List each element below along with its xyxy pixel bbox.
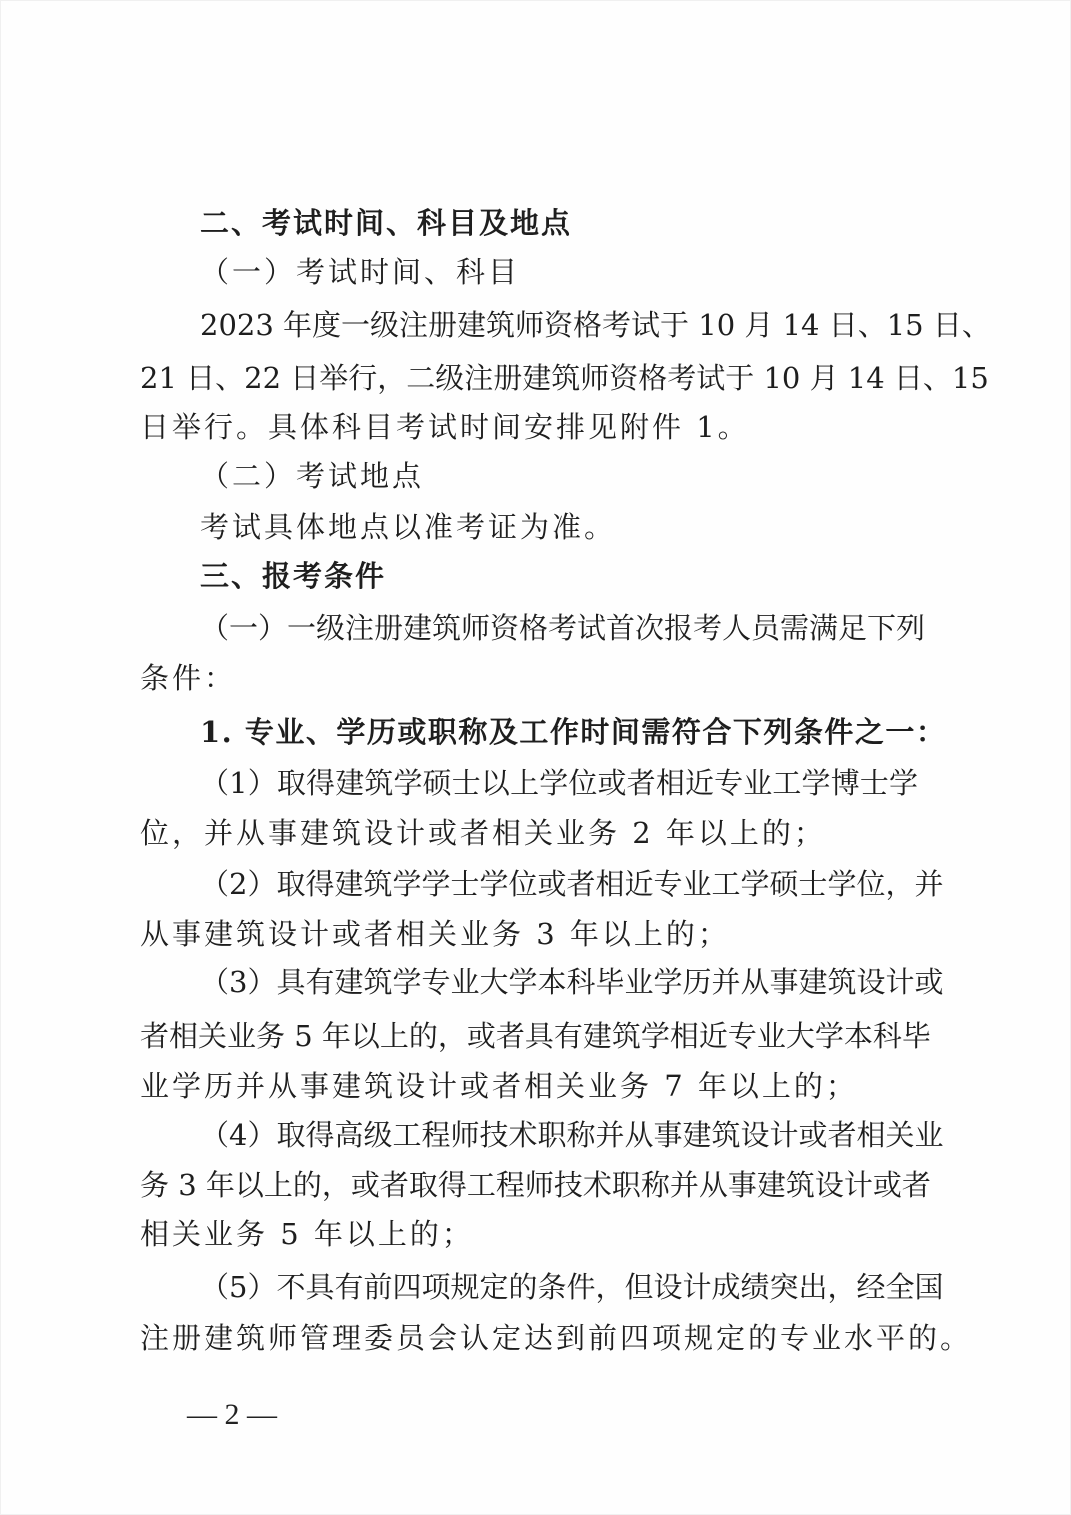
paragraph-line: 位，并从事建筑设计或者相关业务 2 年以上的； <box>140 816 826 850</box>
paragraph-line: （一）一级注册建筑师资格考试首次报考人员需满足下列 <box>200 611 926 645</box>
paragraph-line: （5）不具有前四项规定的条件，但设计成绩突出，经全国 <box>200 1270 944 1304</box>
paragraph-line: 业学历并从事建筑设计或者相关业务 7 年以上的； <box>140 1069 858 1103</box>
paragraph-line: 日举行。具体科目考试时间安排见附件 1。 <box>140 410 750 444</box>
paragraph-line: 条件： <box>140 661 237 695</box>
subsection-heading-exam-location: （二）考试地点 <box>200 459 425 493</box>
paragraph-line: （4）取得高级工程师技术职称并从事建筑设计或者相关业 <box>200 1118 944 1152</box>
paragraph-line: （3）具有建筑学专业大学本科毕业学历并从事建筑设计或 <box>200 965 944 999</box>
requirement-item-heading: 1. 专业、学历或职称及工作时间需符合下列条件之一： <box>200 715 947 749</box>
paragraph-line: 2023 年度一级注册建筑师资格考试于 10 月 14 日、15 日、 <box>200 308 991 342</box>
paragraph-line: （2）取得建筑学学士学位或者相近专业工学硕士学位，并 <box>200 867 944 901</box>
paragraph-line: 考试具体地点以准考证为准。 <box>200 510 617 544</box>
paragraph-line: 21 日、22 日举行，二级注册建筑师资格考试于 10 月 14 日、15 <box>140 361 989 395</box>
paragraph-line: 从事建筑设计或者相关业务 3 年以上的； <box>140 917 730 951</box>
section-heading-requirements: 三、报考条件 <box>200 559 387 593</box>
section-heading-exam-time: 二、考试时间、科目及地点 <box>200 206 573 240</box>
paragraph-line: 注册建筑师管理委员会认定达到前四项规定的专业水平的。 <box>140 1321 973 1355</box>
page-number: — 2 — <box>187 1398 277 1431</box>
paragraph-line: 相关业务 5 年以上的； <box>140 1217 474 1251</box>
subsection-heading-time-subjects: （一）考试时间、科目 <box>200 255 521 289</box>
paragraph-line: 务 3 年以上的，或者取得工程师技术职称并从事建筑设计或者 <box>140 1168 931 1202</box>
paragraph-line: 者相关业务 5 年以上的，或者具有建筑学相近专业大学本科毕 <box>140 1019 931 1053</box>
paragraph-line: （1）取得建筑学硕士以上学位或者相近专业工学博士学 <box>200 766 918 800</box>
